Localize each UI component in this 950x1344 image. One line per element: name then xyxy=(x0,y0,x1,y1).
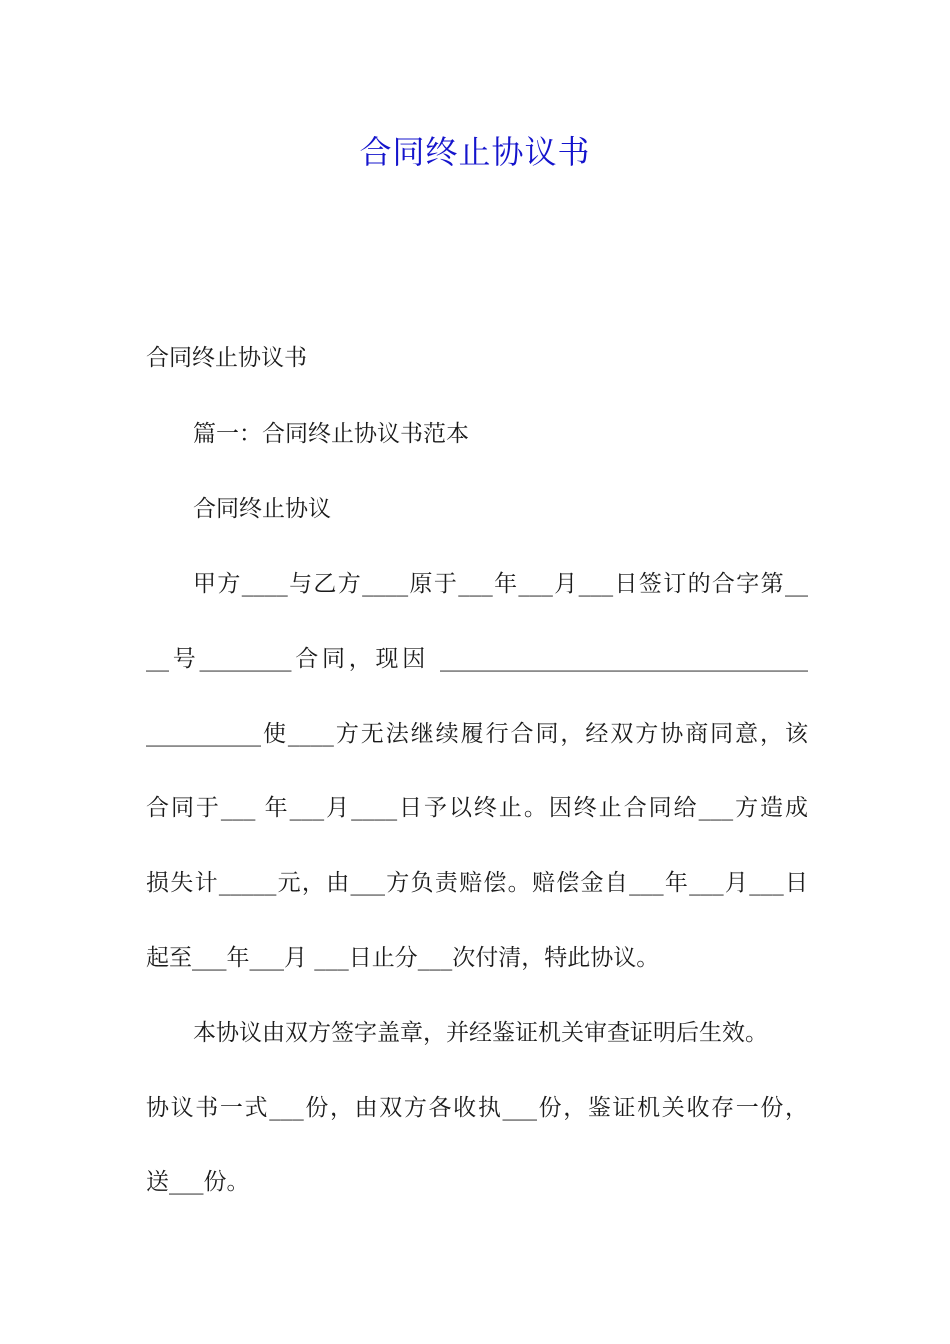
paragraph-line: __________使____方无法继续履行合同，经双方协商同意，该 xyxy=(146,721,808,747)
paragraph-line: 本协议由双方签字盖章，并经鉴证机关审查证明后生效。 xyxy=(193,1020,768,1046)
paragraph-line: 起至___年___月 ___日止分___次付清，特此协议。 xyxy=(146,945,660,971)
paragraph-line: 甲方____与乙方____原于___年___月___日签订的合字第__ xyxy=(193,571,808,597)
paragraph-line: 协议书一式___份，由双方各收执___份，鉴证机关收存一份， xyxy=(146,1095,808,1121)
document-title: 合同终止协议书 xyxy=(359,133,591,171)
section-heading: 篇一：合同终止协议书范本 xyxy=(193,421,469,447)
agreement-heading: 合同终止协议 xyxy=(193,496,331,522)
paragraph-line: __号________合同，现因 ________________________________ xyxy=(146,646,808,672)
paragraph-line: 送___份。 xyxy=(146,1169,250,1195)
paragraph-line: 合同于___ 年___月____日予以终止。因终止合同给___方造成 xyxy=(146,795,808,821)
body-heading: 合同终止协议书 xyxy=(146,345,307,371)
paragraph-line: 损失计_____元，由___方负责赔偿。赔偿金自___年___月___日 xyxy=(146,870,808,896)
